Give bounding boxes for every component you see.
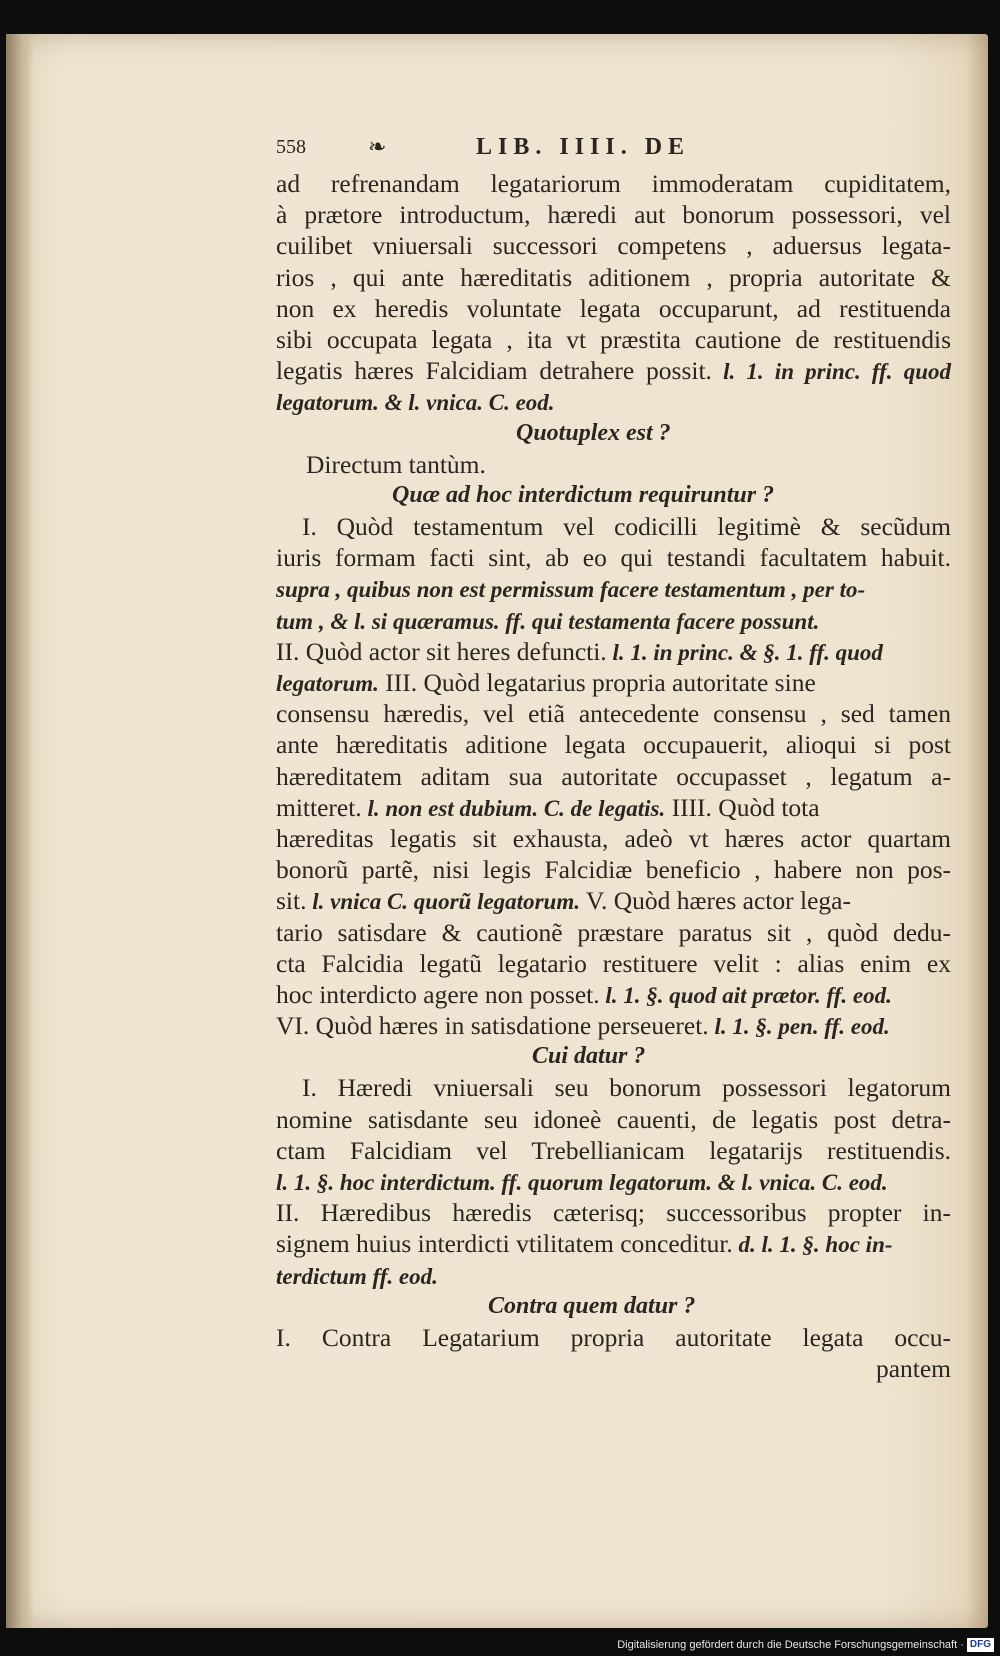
text-line: sibi occupata legata , ita vt præstita cautione de restituendis xyxy=(276,324,951,354)
book-page xyxy=(6,34,988,1628)
text-line xyxy=(276,573,951,604)
running-head: LIB. IIII. DE xyxy=(476,134,691,160)
text-run: VI. Quòd hæres in satisdatione perseueret. xyxy=(276,1011,709,1041)
text-run: II. Quòd actor sit heres defuncti. xyxy=(276,636,607,666)
text-line: ad refrenandam legatariorum immoderatam cupiditatem, xyxy=(276,169,951,198)
text-line: I. Quòd testamentum vel codicilli legitimè & secũdum xyxy=(302,512,951,542)
text-line xyxy=(276,1228,951,1259)
page-header xyxy=(276,134,951,168)
text-line: II. Hæredibus hæredis cæterisq; successoribus propter in- xyxy=(276,1198,951,1228)
text-line: hæreditas legatis sit exhausta, adeò vt hæres actor quartam xyxy=(276,823,951,853)
text-run: IIII. Quòd tota xyxy=(665,792,820,822)
text-line xyxy=(276,1166,951,1197)
text-run: III. Quòd legatarius propria autoritate sine xyxy=(378,668,816,697)
citation: l. 1. §. quod ait prætor. ff. eod. xyxy=(599,982,892,1008)
catchword: pantem xyxy=(875,1354,951,1384)
paragraph-beneficiaries xyxy=(276,1072,951,1290)
text-line: à prætore introductum, hæredi aut bonorum possessori, vel xyxy=(276,200,951,230)
section-heading: Cui datur ? xyxy=(532,1043,646,1070)
citation: l. vnica C. quorũ legatorum. xyxy=(306,889,580,915)
text-line: nomine satisdante seu idoneè cauenti, de legatis post detra- xyxy=(276,1104,951,1134)
text-run: mitteret. xyxy=(276,792,362,822)
text-run: sit. xyxy=(276,886,307,916)
dfg-logo: DFG xyxy=(967,1638,994,1652)
citation: supra , quibus non est permissum facere testamentum , per to- xyxy=(276,577,866,603)
digitization-footer xyxy=(0,1634,1000,1656)
text-line xyxy=(276,979,951,1010)
text-line xyxy=(276,667,951,698)
text-line: cuilibet vniuersali successori competens , aduersus legata- xyxy=(276,231,951,261)
text-line: rios , qui ante hæreditatis aditionem , propria autoritate & xyxy=(276,262,951,292)
text-line: I. Hæredi vniuersali seu bonorum possessori legatorum xyxy=(302,1073,951,1103)
text-line: I. Contra Legatarium propria autoritate legata occu- xyxy=(276,1322,951,1352)
text-line xyxy=(276,792,951,823)
text-line xyxy=(276,386,951,417)
section-heading: Contra quem datur ? xyxy=(488,1292,696,1319)
paragraph-defendant xyxy=(276,1322,951,1384)
citation: terdictum ff. eod. xyxy=(276,1263,438,1289)
text-line xyxy=(276,1260,951,1291)
citation: l. 1. §. hoc interdictum. ff. quorum legatorum. & l. vnica. C. eod. xyxy=(276,1170,888,1195)
page-number: 558 xyxy=(276,136,306,158)
section-heading: Quotuplex est ? xyxy=(516,419,671,446)
text-run: hoc interdicto agere non posset. xyxy=(276,979,600,1009)
citation: legatorum. xyxy=(276,671,379,696)
text-line: cta Falcidia legatũ legatario restituere velit : alias enim ex xyxy=(276,948,951,978)
text-line xyxy=(276,885,951,916)
text-line: bonorũ partẽ, nisi legis Falcidiæ beneficio , habere non pos- xyxy=(276,855,951,885)
text-line: hæreditatem aditam sua autoritate occupasset , legatum a- xyxy=(276,761,951,791)
text-run: signem huius interdicti vtilitatem conceditur. xyxy=(276,1229,733,1259)
funding-notice: Digitalisierung gefördert durch die Deutsche Forschungsgemeinschaft · xyxy=(617,1639,964,1651)
text-line xyxy=(276,636,951,667)
text-line: ctam Falcidiam vel Trebellianicam legatarijs restituendis. xyxy=(276,1135,951,1165)
citation: legatorum. & l. vnica. C. eod. xyxy=(276,390,555,416)
paragraph-requirements xyxy=(276,511,951,1041)
citation: l. 1. §. pen. ff. eod. xyxy=(708,1014,890,1040)
text-line: iuris formam facti sint, ab eo qui testandi facultatem habuit. xyxy=(276,543,951,573)
text-line: non ex heredis voluntate legata occuparunt, ad restituenda xyxy=(276,293,951,323)
citation: l. 1. in princ. ff. quod xyxy=(711,359,952,385)
paragraph-definition xyxy=(276,168,951,418)
text-line xyxy=(276,1010,951,1041)
citation: d. l. 1. §. hoc in- xyxy=(732,1232,893,1258)
citation: l. non est dubium. C. de legatis. xyxy=(361,795,666,821)
text-run: V. Quòd hæres actor lega- xyxy=(579,886,851,916)
text-line xyxy=(276,605,951,636)
fleuron-ornament: ❧ xyxy=(368,134,387,159)
page-text xyxy=(276,134,951,1384)
section-heading: Quæ ad hoc interdictum requiruntur ? xyxy=(392,481,775,508)
text-line: consensu hæredis, vel etiã antecedente consensu , sed tamen xyxy=(276,699,951,729)
text-line: ante hæreditatis aditione legata occupauerit, alioqui si post xyxy=(276,730,951,760)
citation: tum , & l. si quæramus. ff. qui testamenta facere possunt. xyxy=(276,608,820,634)
text-line xyxy=(276,355,951,386)
citation: l. 1. in princ. & §. 1. ff. quod xyxy=(606,639,883,665)
text-line: Directum tantùm. xyxy=(306,449,486,479)
text-run: legatis hæres Falcidiam detrahere possit. xyxy=(276,356,712,386)
text-line: tario satisdare & cautionẽ præstare paratus sit , quòd dedu- xyxy=(276,917,951,947)
